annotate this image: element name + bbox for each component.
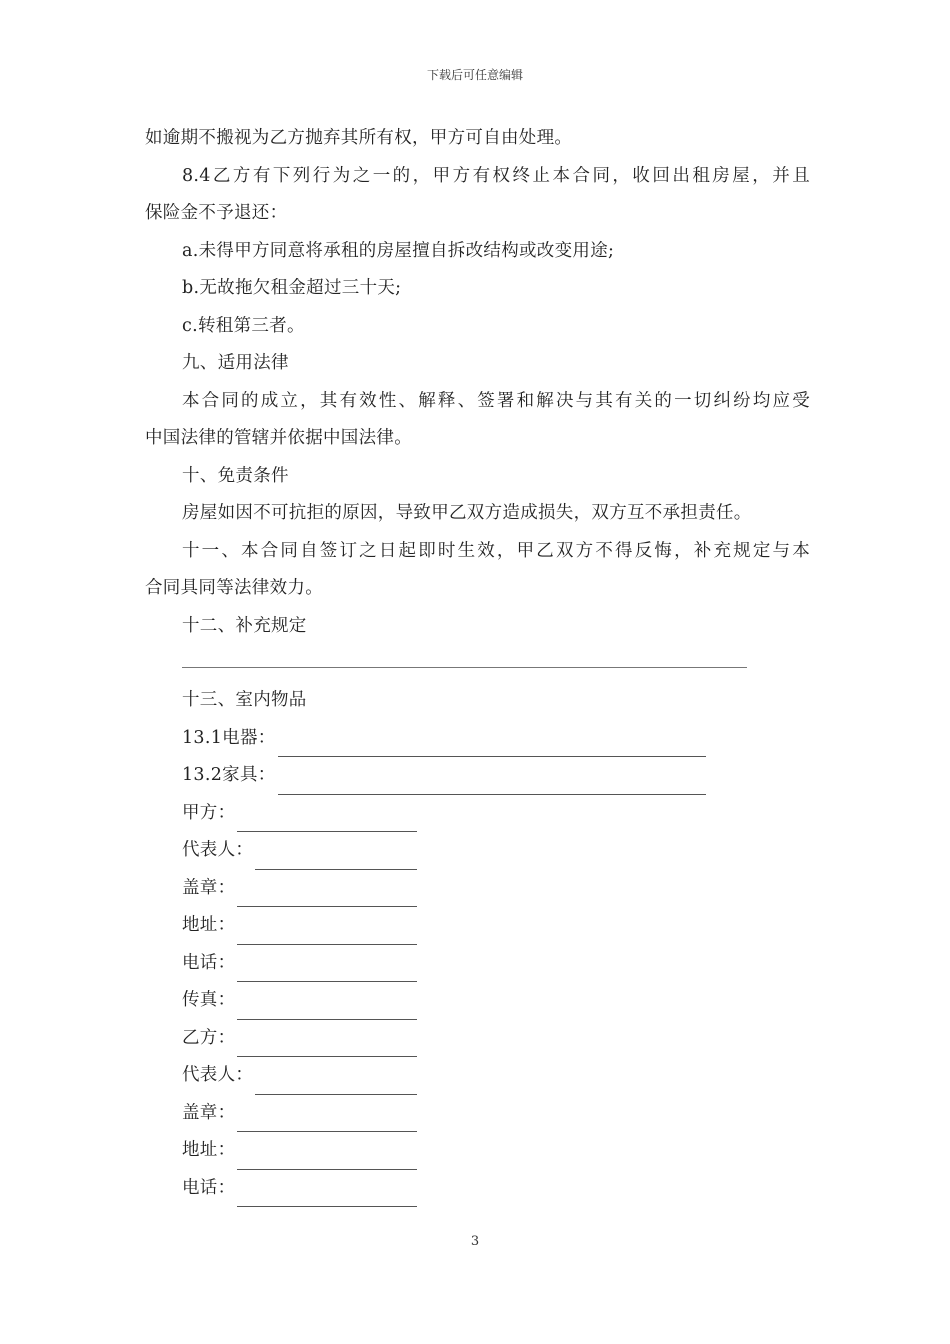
party-b-name-label: 乙方： (182, 1027, 236, 1048)
party-b-phone-field (145, 1170, 810, 1208)
party-b-address-blank[interactable] (237, 1143, 417, 1170)
party-a-seal-blank[interactable] (237, 880, 417, 907)
paragraph-8-4-line2: 保险金不予退还： (145, 203, 288, 223)
party-a-fax-label: 传真： (182, 990, 236, 1010)
party-a-address-blank[interactable] (237, 918, 417, 945)
section-12-heading: 十二、补充规定 (182, 615, 307, 636)
party-b-address-field (145, 1132, 810, 1170)
party-b-seal-field (145, 1095, 810, 1133)
party-a-fax-field (145, 982, 810, 1020)
party-b-phone-blank[interactable] (237, 1180, 417, 1207)
party-a-name-field (145, 795, 810, 833)
party-a-name-blank[interactable] (237, 805, 417, 832)
party-a-seal-field (145, 870, 810, 908)
section-9-line2: 中国法律的管辖并依据中国法律。 (145, 428, 412, 448)
clause-b: b.无故拖欠租金超过三十天; (182, 278, 402, 298)
party-a-seal-label: 盖章： (182, 877, 236, 898)
party-b-address-label: 地址： (182, 1140, 236, 1160)
party-b-rep-label: 代表人： (182, 1065, 254, 1085)
field-appliances-label: 13.1电器： (182, 727, 276, 748)
supplement-blank-line[interactable] (182, 655, 747, 668)
section-10-heading: 十、免责条件 (182, 465, 289, 486)
party-a-address-label: 地址： (182, 915, 236, 935)
paragraph-abandon: 如逾期不搬视为乙方抛弃其所有权，甲方可自由处理。 (145, 128, 573, 148)
field-furniture (145, 757, 810, 795)
party-b-rep-blank[interactable] (255, 1068, 417, 1095)
clause-a: a.未得甲方同意将承租的房屋擅自拆改结构或改变用途; (182, 240, 615, 261)
document-body (145, 120, 810, 1207)
section-9-heading: 九、适用法律 (182, 353, 289, 373)
party-a-rep-label: 代表人： (182, 840, 254, 860)
page-number: 3 (470, 1234, 480, 1249)
party-a-rep-blank[interactable] (255, 843, 417, 870)
party-b-name-blank[interactable] (237, 1030, 417, 1057)
party-a-address-field (145, 907, 810, 945)
paragraph-8-4-line1: 8.4乙方有下列行为之一的，甲方有权终止本合同，收回出租房屋，并且 (182, 165, 810, 186)
page-header-note: 下载后可任意编辑 (426, 68, 523, 82)
section-9-line1: 本合同的成立，其有效性、解释、签署和解决与其有关的一切纠纷均应受 (182, 390, 810, 411)
party-b-rep-field (145, 1057, 810, 1095)
party-a-phone-blank[interactable] (237, 955, 417, 982)
field-appliances-blank[interactable] (278, 730, 706, 757)
field-appliances (145, 720, 810, 758)
section-11-line1: 十一、本合同自签订之日起即时生效，甲乙双方不得反悔，补充规定与本 (182, 540, 810, 561)
party-a-phone-field (145, 945, 810, 983)
party-b-name-field (145, 1020, 810, 1058)
party-b-phone-label: 电话： (182, 1177, 236, 1198)
section-13-heading: 十三、室内物品 (182, 690, 307, 710)
party-a-name-label: 甲方： (182, 802, 236, 823)
party-b-seal-label: 盖章： (182, 1102, 236, 1123)
party-a-phone-label: 电话： (182, 952, 236, 973)
section-10-text: 房屋如因不可抗拒的原因，导致甲乙双方造成损失，双方互不承担责任。 (182, 503, 752, 523)
section-11-line2: 合同具同等法律效力。 (145, 578, 323, 598)
field-furniture-blank[interactable] (278, 768, 706, 795)
clause-c: c.转租第三者。 (182, 315, 305, 336)
party-b-seal-blank[interactable] (237, 1105, 417, 1132)
field-furniture-label: 13.2家具： (182, 765, 276, 785)
party-a-fax-blank[interactable] (237, 993, 417, 1020)
party-a-rep-field (145, 832, 810, 870)
